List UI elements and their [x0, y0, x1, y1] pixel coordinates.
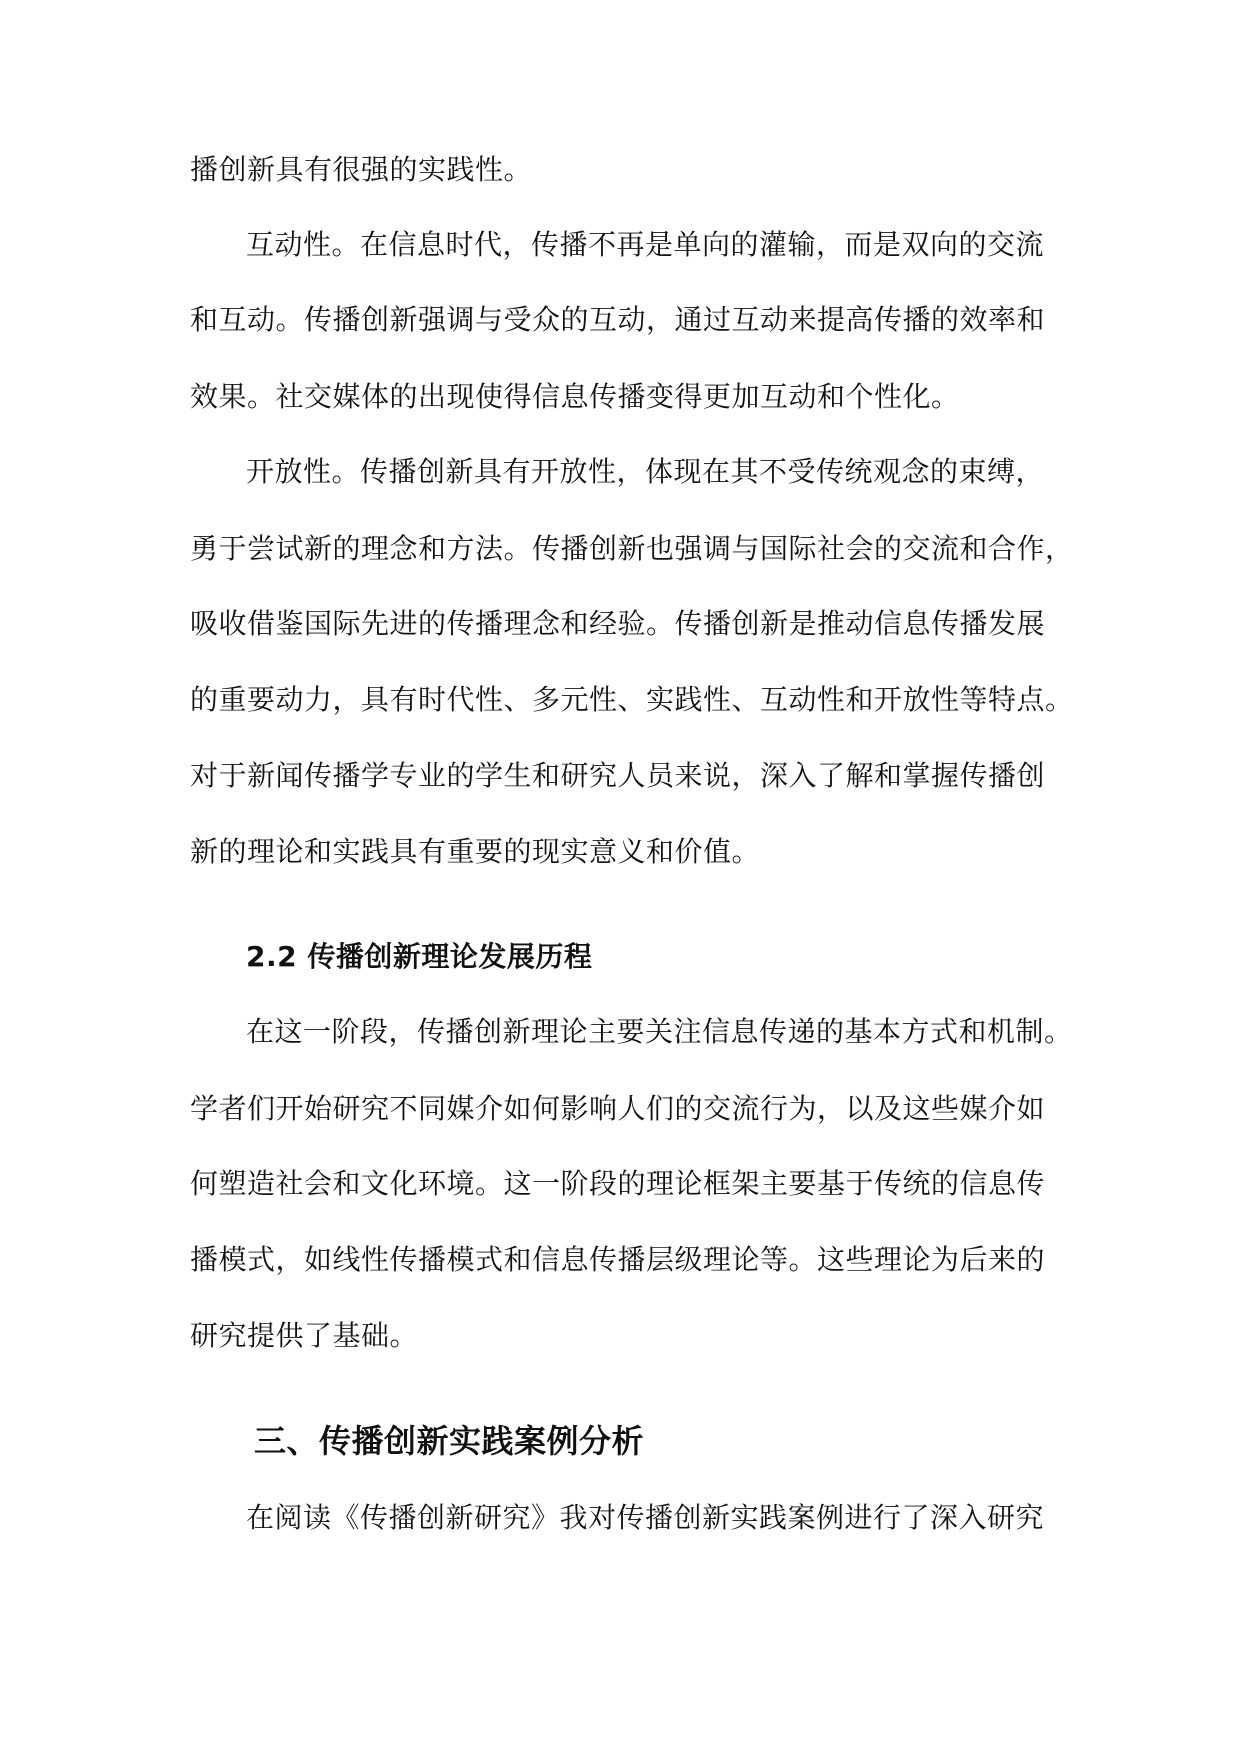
- paragraph-line: 勇于尝试新的理念和方法。传播创新也强调与国际社会的交流和合作，: [190, 532, 1074, 565]
- paragraph-line: 效果。社交媒体的出现使得信息传播变得更加互动和个性化。: [190, 380, 960, 413]
- paragraph-line: 新的理论和实践具有重要的现实意义和价值。: [190, 835, 761, 868]
- paragraph-line: 对于新闻传播学专业的学生和研究人员来说，深入了解和掌握传播创: [190, 759, 1046, 792]
- paragraph-line: 和互动。传播创新强调与受众的互动，通过互动来提高传播的效率和: [190, 303, 1046, 336]
- paragraph-line: 的重要动力，具有时代性、多元性、实践性、互动性和开放性等特点。: [190, 683, 1074, 716]
- paragraph-line: 研究提供了基础。: [190, 1319, 419, 1352]
- paragraph-line: 开放性。传播创新具有开放性，体现在其不受传统观念的束缚，: [246, 455, 1045, 488]
- paragraph-line: 学者们开始研究不同媒介如何影响人们的交流行为，以及这些媒介如: [190, 1092, 1046, 1125]
- paragraph-line: 播模式，如线性传播模式和信息传播层级理论等。这些理论为后来的: [190, 1243, 1046, 1276]
- paragraph-line: 在阅读《传播创新研究》我对传播创新实践案例进行了深入研究: [246, 1501, 1045, 1534]
- paragraph-line: 播创新具有很强的实践性。: [190, 153, 533, 186]
- paragraph-line: 互动性。在信息时代，传播不再是单向的灌输，而是双向的交流: [246, 228, 1045, 261]
- paragraph-line: 吸收借鉴国际先进的传播理念和经验。传播创新是推动信息传播发展: [190, 607, 1046, 640]
- paragraph-line: 何塑造社会和文化环境。这一阶段的理论框架主要基于传统的信息传: [190, 1167, 1046, 1200]
- section-heading-2-2: 2.2 传播创新理论发展历程: [246, 940, 593, 973]
- chapter-heading-3: 三、传播创新实践案例分析: [254, 1422, 645, 1460]
- paragraph-line: 在这一阶段，传播创新理论主要关注信息传递的基本方式和机制。: [246, 1015, 1073, 1048]
